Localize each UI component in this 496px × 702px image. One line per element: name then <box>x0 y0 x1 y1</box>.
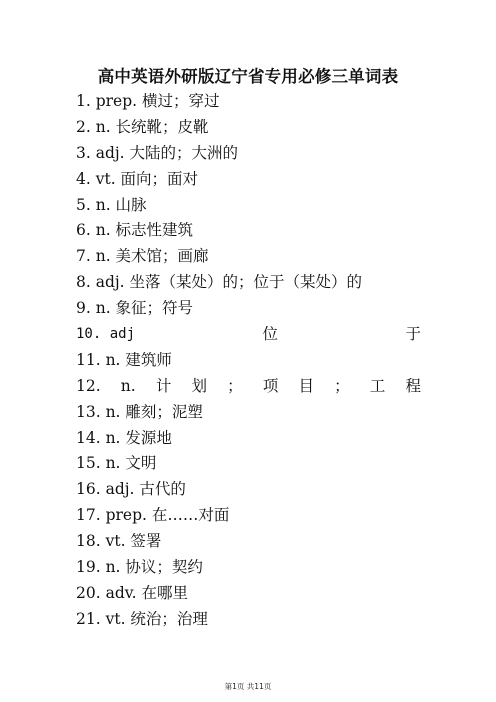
list-item-justified <box>76 322 421 348</box>
justified-word: 位 <box>262 325 278 344</box>
list-item: 2. n. 长统靴；皮靴 <box>76 117 209 136</box>
list-item: 13. n. 雕刻；泥塑 <box>76 402 203 421</box>
justified-word: n. <box>120 376 136 395</box>
list-item: 6. n. 标志性建筑 <box>76 221 194 240</box>
list-item: 1. prep. 横过；穿过 <box>76 92 220 110</box>
justified-word: 10. adj <box>76 326 136 343</box>
justified-word: ； <box>227 376 243 395</box>
justified-word: 于 <box>405 325 421 344</box>
justified-word: 工 <box>369 376 386 395</box>
justified-word: ； <box>334 376 350 395</box>
justified-word: 计 <box>155 376 172 395</box>
list-item: 20. adv. 在哪里 <box>76 583 189 602</box>
list-item: 18. vt. 签署 <box>76 532 162 551</box>
list-item: 4. vt. 面向；面对 <box>76 169 199 188</box>
page-number: 第1页 共11页 <box>224 682 272 691</box>
list-item-justified <box>76 374 421 400</box>
vocabulary-list <box>76 89 421 633</box>
list-item: 19. n. 协议；契约 <box>76 558 203 577</box>
list-item: 11. n. 建筑师 <box>76 350 172 369</box>
justified-word: 程 <box>405 376 421 395</box>
list-item: 9. n. 象征；符号 <box>76 299 194 318</box>
document-title: 高中英语外研版辽宁省专用必修三单词表 <box>97 67 399 86</box>
list-item: 16. adj. 古代的 <box>76 480 186 499</box>
list-item: 5. n. 山脉 <box>76 195 147 214</box>
list-item: 7. n. 美术馆；画廊 <box>76 247 209 266</box>
list-item: 14. n. 发源地 <box>76 428 172 447</box>
list-item: 15. n. 文明 <box>76 454 157 473</box>
justified-word: 12. <box>76 376 101 395</box>
justified-word: 目 <box>298 376 314 395</box>
justified-word: 划 <box>191 376 208 395</box>
list-item: 8. adj. 坐落（某处）的；位于（某处）的 <box>76 273 363 292</box>
list-item: 21. vt. 统治；治理 <box>76 609 208 628</box>
justified-word: 项 <box>262 376 279 395</box>
list-item: 3. adj. 大陆的；大洲的 <box>76 143 239 162</box>
list-item: 17. prep. 在……对面 <box>76 506 230 525</box>
